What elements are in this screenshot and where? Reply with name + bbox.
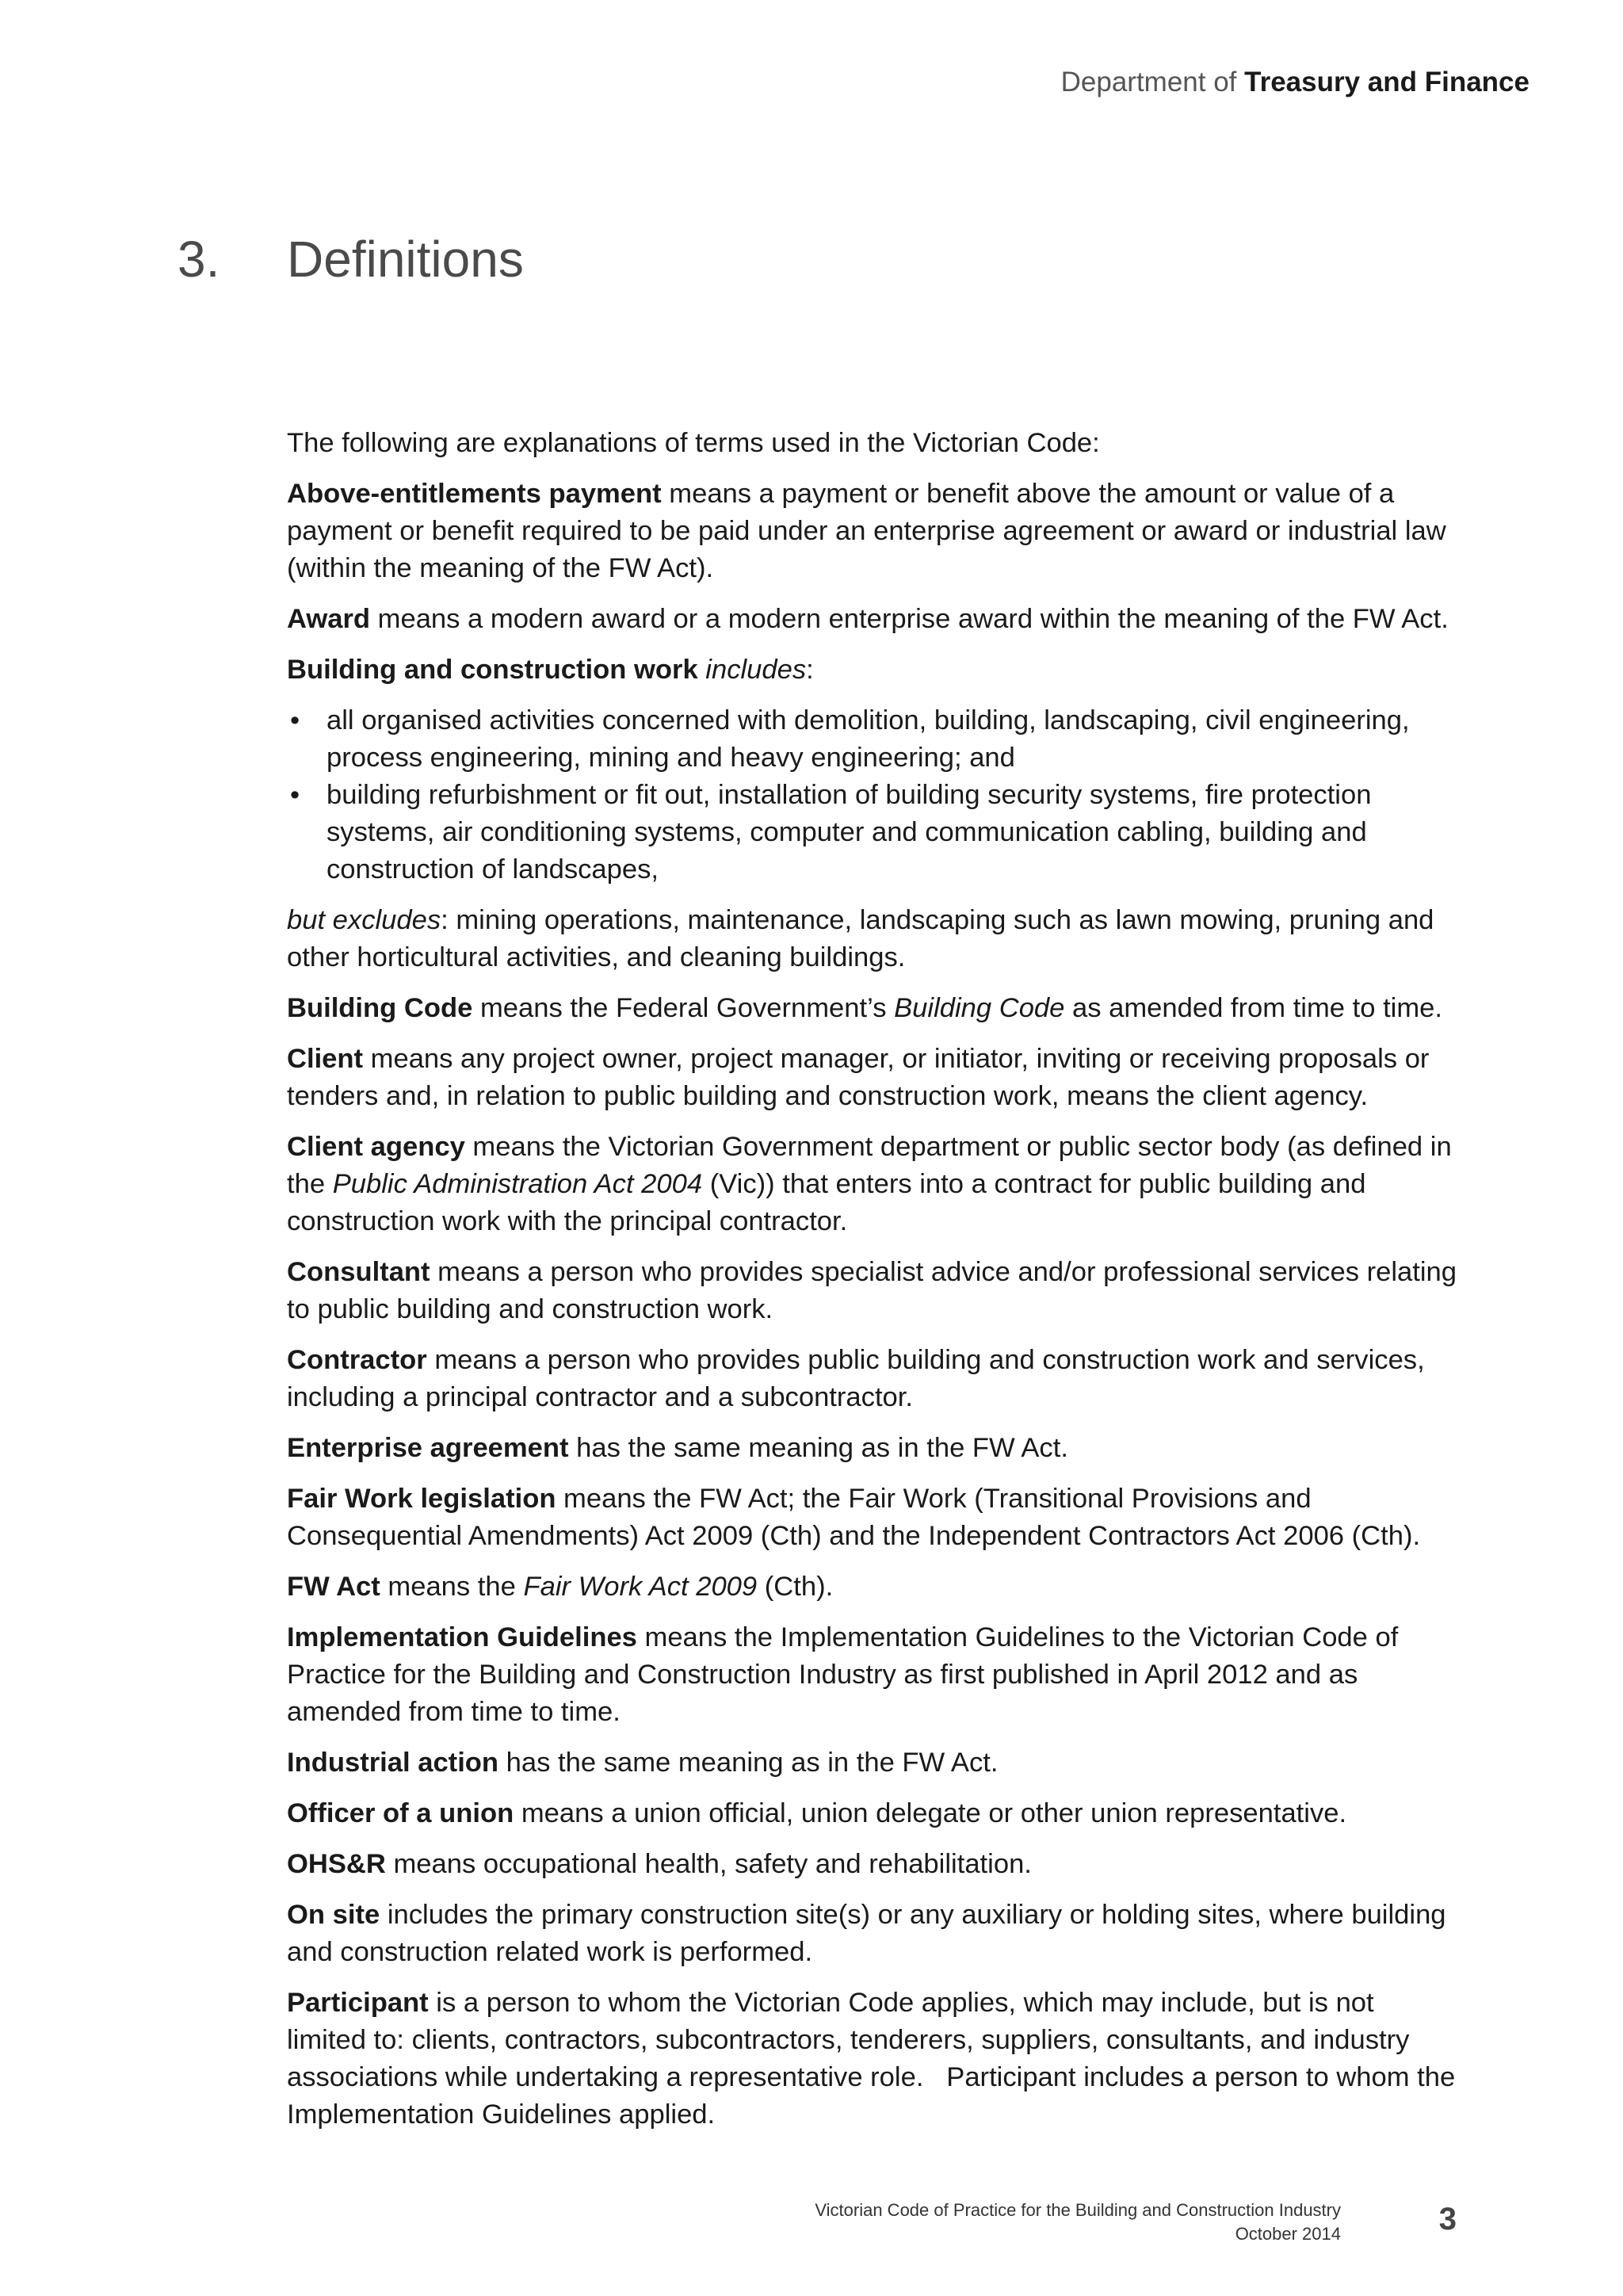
excludes-paragraph — [287, 902, 1460, 976]
definition-text: means the Federal Government’s — [472, 993, 895, 1023]
definition-award — [287, 601, 1460, 638]
definition-term: Building and construction work — [287, 655, 698, 685]
definition-term: Building Code — [287, 993, 473, 1023]
definition-enterprise-agreement — [287, 1430, 1460, 1467]
list-item — [287, 777, 1460, 888]
intro-paragraph: The following are explanations of terms used in the Victorian Code: — [287, 428, 1100, 458]
definition-building-construction-work — [287, 651, 1460, 689]
footer-date: October 2014 — [1235, 2224, 1341, 2244]
definition-text: means a person who provides specialist advice and/or professional services relating to public building and construction work. — [287, 1257, 1457, 1324]
bullet-icon: • — [290, 705, 300, 735]
definition-industrial-action — [287, 1744, 1460, 1782]
definition-includes: includes — [705, 655, 807, 685]
definition-text: has the same meaning as in the FW Act. — [498, 1748, 999, 1778]
definition-building-code — [287, 990, 1460, 1027]
definition-implementation-guidelines — [287, 1619, 1460, 1731]
page-header — [1061, 67, 1529, 98]
excludes-label: but excludes — [287, 905, 441, 935]
definition-term: Client — [287, 1044, 364, 1074]
definition-consultant — [287, 1254, 1460, 1328]
definition-term: Participant — [287, 1988, 429, 2018]
list-item — [287, 702, 1460, 777]
bullet-list — [287, 702, 1460, 888]
definition-text: means the Implementation Guidelines to the Victorian Code of Practice for the Building and Construction Industry as first published in April 2012 and as amended from time to time. — [287, 1622, 1399, 1727]
definition-term: Above-entitlements payment — [287, 479, 662, 509]
list-item-text: all organised activities concerned with demolition, building, landscaping, civil engineering, process engineering, mining and heavy engineering; and — [327, 705, 1410, 773]
definition-text: means occupational health, safety and rehabilitation. — [385, 1849, 1032, 1879]
definition-text: means a person who provides public building and construction work and services, including a principal contractor and a subcontractor. — [287, 1345, 1425, 1412]
page-number: 3 — [1438, 2202, 1457, 2237]
definition-term: Implementation Guidelines — [287, 1622, 637, 1652]
definition-fair-work-legislation — [287, 1480, 1460, 1555]
definition-text: means the — [380, 1572, 524, 1602]
definition-text: means a payment or benefit above the amount or value of a payment or benefit required to be paid under an enterprise agreement or award or industrial law (within the meaning of the FW Act). — [287, 479, 1446, 583]
definition-text: means a modern award or a modern enterprise award within the meaning of the FW Act. — [370, 604, 1449, 634]
definition-officer-of-union — [287, 1795, 1460, 1832]
definition-text: (Vic)) that enters into a contract for public building and construction work with the principal contractor. — [287, 1169, 1366, 1236]
list-item-text: building refurbishment or fit out, installation of building security systems, fire protection systems, air conditioning systems, computer and communication cabling, building and construction of landscapes, — [327, 780, 1372, 884]
definition-text: means the Victorian Government department or public sector body (as defined in the — [287, 1132, 1452, 1199]
definition-text: (Cth). — [757, 1572, 834, 1602]
definition-italic: Fair Work Act 2009 — [523, 1572, 758, 1602]
definition-term: Officer of a union — [287, 1798, 514, 1828]
definition-text: means the FW Act; the Fair Work (Transitional Provisions and Consequential Amendments) Act 2009 (Cth) and the Independent Contractors Act 2006 (Cth). — [287, 1484, 1421, 1551]
definition-term: On site — [287, 1900, 380, 1930]
definition-term: Consultant — [287, 1257, 430, 1287]
definition-italic: Public Administration Act 2004 — [332, 1169, 703, 1199]
definition-term: Industrial action — [287, 1748, 499, 1778]
definition-text: as amended from time to time. — [1064, 993, 1443, 1023]
definition-participant — [287, 1985, 1463, 2134]
definition-term: FW Act — [287, 1572, 380, 1602]
definition-client — [287, 1041, 1460, 1115]
definition-above-entitlements — [287, 476, 1460, 587]
definition-text: is a person to whom the Victorian Code applies, which may include, but is not limited to: clients, contractors, subcontractors, tenderers, suppliers, consultants, and industry associations while undertaking a representative role. Participant includes a person to whom the Implementation Guidelines applied. — [287, 1988, 1463, 2130]
definitions-content — [287, 425, 1463, 2147]
dept-name: Treasury and Finance — [1244, 67, 1529, 97]
definition-italic: Building Code — [894, 993, 1065, 1023]
page-footer — [815, 2199, 1341, 2246]
bullet-icon: • — [290, 780, 300, 810]
definition-text: includes the primary construction site(s) or any auxiliary or holding sites, where building and construction related work is performed. — [287, 1900, 1446, 1967]
definition-ohsr — [287, 1846, 1460, 1883]
definition-text: means any project owner, project manager, or initiator, inviting or receiving proposals or tenders and, in relation to public building and construction work, means the client agency. — [287, 1044, 1430, 1111]
definition-colon: : — [806, 655, 814, 685]
definition-contractor — [287, 1342, 1460, 1416]
definition-fw-act — [287, 1568, 1460, 1606]
footer-document-title: Victorian Code of Practice for the Building and Construction Industry — [815, 2200, 1341, 2220]
definition-term: Fair Work legislation — [287, 1484, 556, 1514]
definition-text: has the same meaning as in the FW Act. — [568, 1433, 1068, 1463]
definition-term: Client agency — [287, 1132, 465, 1162]
section-number: 3. — [178, 231, 220, 288]
section-heading — [178, 230, 524, 288]
definition-term: Contractor — [287, 1345, 427, 1375]
definition-client-agency — [287, 1129, 1460, 1240]
definition-term: Award — [287, 604, 371, 634]
definition-term: OHS&R — [287, 1849, 386, 1879]
excludes-text: : mining operations, maintenance, landscaping such as lawn mowing, pruning and other horticultural activities, and cleaning buildings. — [287, 905, 1434, 972]
section-title: Definitions — [287, 231, 524, 288]
definition-text: means a union official, union delegate or other union representative. — [514, 1798, 1347, 1828]
definition-on-site — [287, 1897, 1460, 1971]
dept-prefix: Department of — [1060, 67, 1245, 97]
definition-term: Enterprise agreement — [287, 1433, 569, 1463]
